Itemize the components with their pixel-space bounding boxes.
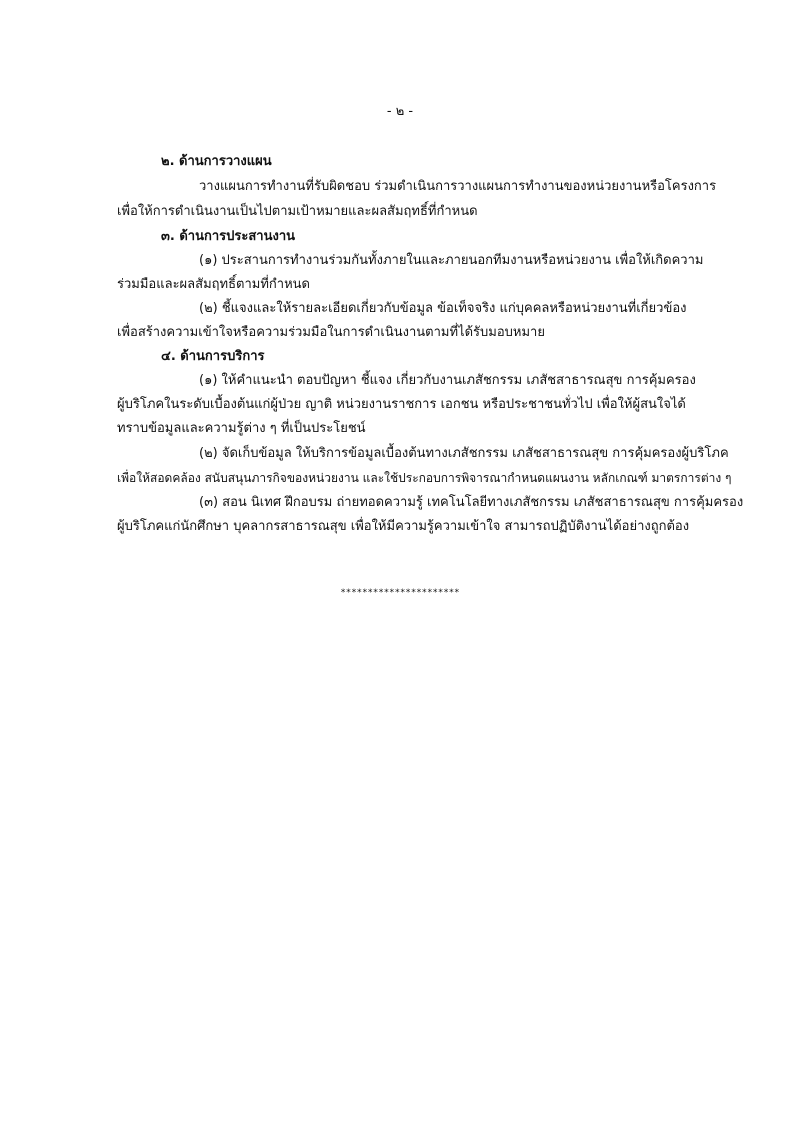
paragraph-line: (๒) ชี้แจงและให้รายละเอียดเกี่ยวกับข้อมูล ข้อเท็จจริง แก่บุคคลหรือหน่วยงานที่เกี่ยวข้อง: [199, 301, 687, 316]
paragraph-line: (๑) ให้คำแนะนำ ตอบปัญหา ชี้แจง เกี่ยวกับงานเภสัชกรรม เภสัชสาธารณสุข การคุ้มครอง: [199, 373, 696, 388]
paragraph-line: ร่วมมือและผลสัมฤทธิ์ตามที่กำหนด: [117, 277, 310, 292]
paragraph-line: (๒) จัดเก็บข้อมูล ให้บริการข้อมูลเบื้องต้นทางเภสัชกรรม เภสัชสาธารณสุข การคุ้มครองผู้บริโภค: [199, 446, 729, 461]
paragraph-line: (๓) สอน นิเทศ ฝึกอบรม ถ่ายทอดความรู้ เทคโนโลยีทางเภสัชกรรม เภสัชสาธารณสุข การคุ้มครอง: [199, 495, 744, 510]
paragraph-line: เพื่อสร้างความเข้าใจหรือความร่วมมือในการดำเนินงานตามที่ได้รับมอบหมาย: [117, 325, 545, 340]
paragraph-line: เพื่อให้การดำเนินงานเป็นไปตามเป้าหมายและผลสัมฤทธิ์ที่กำหนด: [117, 204, 478, 219]
end-divider: **********************: [340, 588, 460, 598]
paragraph-line: เพื่อให้สอดคล้อง สนับสนุนภารกิจของหน่วยงาน และใช้ประกอบการพิจารณากำหนดแผนงาน หลักเกณฑ์ มาตรการต่าง ๆ: [117, 471, 732, 485]
paragraph-line: ผู้บริโภคในระดับเบื้องต้นแก่ผู้ป่วย ญาติ หน่วยงานราชการ เอกชน หรือประชาชนทั่วไป เพื่อให้ผู้สนใจได้: [117, 397, 686, 412]
section-heading-service: ๔. ด้านการบริการ: [161, 349, 265, 364]
section-heading-coordination: ๓. ด้านการประสานงาน: [161, 229, 296, 244]
paragraph-line: (๑) ประสานการทำงานร่วมกันทั้งภายในและภายนอกทีมงานหรือหน่วยงาน เพื่อให้เกิดความ: [199, 253, 704, 268]
section-heading-planning: ๒. ด้านการวางแผน: [161, 154, 272, 169]
paragraph-line: วางแผนการทำงานที่รับผิดชอบ ร่วมดำเนินการวางแผนการทำงานของหน่วยงานหรือโครงการ: [199, 179, 717, 194]
paragraph-line: ผู้บริโภคแก่นักศึกษา บุคลากรสาธารณสุข เพื่อให้มีความรู้ความเข้าใจ สามารถปฏิบัติงานได้อย่างถูกต้อง: [117, 519, 690, 534]
paragraph-line: ทราบข้อมูลและความรู้ต่าง ๆ ที่เป็นประโยชน์: [117, 421, 366, 436]
page-number: - ๒ -: [386, 104, 414, 119]
